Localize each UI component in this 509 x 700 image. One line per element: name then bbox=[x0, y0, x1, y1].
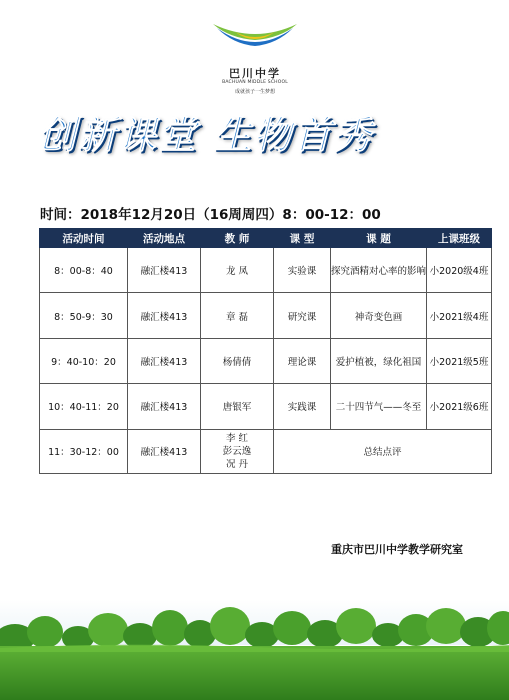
table-row bbox=[40, 384, 492, 429]
cell-place: 融汇楼413 bbox=[128, 338, 201, 383]
table-header-row bbox=[40, 229, 492, 248]
school-motto: 成就孩子一生梦想 bbox=[234, 89, 275, 95]
event-time: 时间：2018年12月20日（16周周四）8：00-12：00 bbox=[40, 207, 381, 223]
cell-teacher: 唐银军 bbox=[201, 384, 274, 429]
cell-time: 11：30-12：00 bbox=[40, 429, 128, 473]
school-english-name: BACHUAN MIDDLE SCHOOL bbox=[222, 80, 288, 85]
school-name: 巴川中学 bbox=[229, 67, 281, 80]
cell-time: 8：50-9：30 bbox=[40, 293, 128, 338]
cell-type: 实践课 bbox=[274, 384, 331, 429]
cell-topic: 爱护植被，绿化祖国 bbox=[331, 338, 427, 383]
cell-topic: 神奇变色画 bbox=[331, 293, 427, 338]
header-type: 课 型 bbox=[274, 229, 331, 248]
table-row bbox=[40, 338, 492, 383]
cell-teacher: 杨倩倩 bbox=[201, 338, 274, 383]
cell-place: 融汇楼413 bbox=[128, 293, 201, 338]
issuer-signature: 重庆市巴川中学教学研究室 bbox=[331, 543, 463, 556]
cell-summary: 总结点评 bbox=[274, 429, 492, 473]
header-topic: 课 题 bbox=[331, 229, 427, 248]
cell-class: 小2021级5班 bbox=[427, 338, 492, 383]
cell-place: 融汇楼413 bbox=[128, 429, 201, 473]
cell-type: 理论课 bbox=[274, 338, 331, 383]
cell-time: 9：40-10：20 bbox=[40, 338, 128, 383]
header-time: 活动时间 bbox=[40, 229, 128, 248]
school-logo bbox=[205, 22, 305, 100]
cell-topic: 探究酒精对心率的影响 bbox=[331, 248, 427, 293]
teacher-name: 李 红 bbox=[225, 432, 249, 444]
cell-time: 10：40-11：20 bbox=[40, 384, 128, 429]
schedule-table bbox=[39, 228, 492, 474]
cell-topic: 二十四节气——冬至 bbox=[331, 384, 427, 429]
tree-grass-background bbox=[0, 600, 509, 700]
cell-class: 小2020级4班 bbox=[427, 248, 492, 293]
table-row bbox=[40, 293, 492, 338]
header-place: 活动地点 bbox=[128, 229, 201, 248]
header-class: 上课班级 bbox=[427, 229, 492, 248]
cell-class: 小2021级4班 bbox=[427, 293, 492, 338]
cell-class: 小2021级6班 bbox=[427, 384, 492, 429]
table-row bbox=[40, 429, 492, 473]
table-row bbox=[40, 248, 492, 293]
header-teacher: 教 师 bbox=[201, 229, 274, 248]
cell-time: 8：00-8：40 bbox=[40, 248, 128, 293]
teacher-name: 彭云逸 bbox=[222, 445, 252, 457]
poster-title: 创新课堂 生物首秀 bbox=[38, 113, 374, 157]
cell-teachers bbox=[201, 429, 274, 473]
cell-teacher: 章 磊 bbox=[201, 293, 274, 338]
cell-teacher: 龙 凤 bbox=[201, 248, 274, 293]
cell-type: 实验课 bbox=[274, 248, 331, 293]
school-logo-icon bbox=[211, 22, 299, 52]
cell-type: 研究课 bbox=[274, 293, 331, 338]
cell-place: 融汇楼413 bbox=[128, 248, 201, 293]
teacher-name: 况 丹 bbox=[225, 458, 249, 470]
cell-place: 融汇楼413 bbox=[128, 384, 201, 429]
